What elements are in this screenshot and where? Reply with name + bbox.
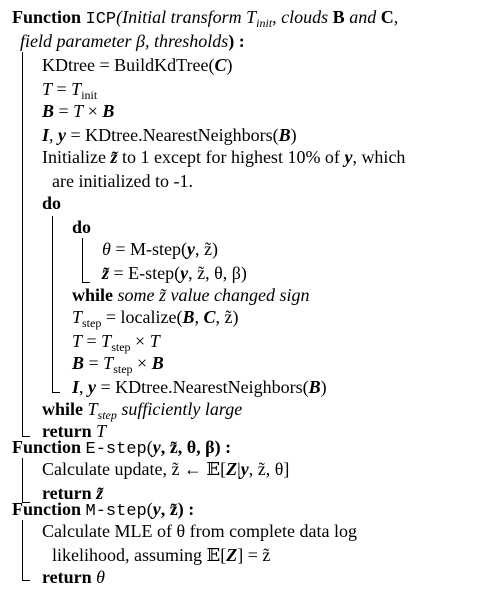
function-keyword: Function — [12, 7, 82, 27]
outer-do-keyword: do — [42, 193, 62, 213]
line-b-update: $B = T_{step} \times B$ — [72, 353, 164, 376]
inner-do-end — [82, 282, 90, 283]
estep-calc: Calculate update, z̃ ← 𝔼[Z|y, z̃, θ] — [42, 459, 290, 479]
line-initialize-cont: are initialized to -1. — [52, 171, 193, 191]
line-localize: $T_{step}$ = localize(B, C, z̃) — [72, 307, 239, 330]
estep-block-bar — [22, 458, 23, 502]
line-nearest-neighbors-2: I, y = KDtree.NearestNeighbors(B) — [72, 377, 327, 397]
icp-header-cont: field parameter β, thresholds) : — [20, 31, 245, 51]
line-theta-mstep: θ = M-step(y, z̃) — [102, 239, 218, 259]
mstep-block-bar — [22, 520, 23, 580]
line-kdtree: KDtree = BuildKdTree(C) — [42, 55, 233, 75]
line-b-transform: B = T × B — [42, 101, 115, 121]
outer-do-end — [52, 392, 60, 393]
mstep-block-end — [22, 580, 30, 581]
line-inner-while: while some z̃ value changed sign — [72, 285, 310, 305]
line-initialize: Initialize z̃ to 1 except for highest 10% of y, which — [42, 147, 406, 167]
estep-header: Function E-step(y, z̃, θ, β) : — [12, 437, 232, 459]
line-icp-return: return T — [42, 421, 107, 441]
inner-do-bar — [82, 238, 83, 282]
mstep-name: M-step — [85, 502, 147, 521]
param-field-thresholds: field parameter β, thresholds — [20, 31, 229, 51]
param-initial-transform: Initial transform — [122, 7, 242, 27]
mstep-header: Function M-step(y, z̃) : — [12, 499, 195, 521]
icp-block-bar — [22, 52, 23, 436]
estep-name: E-step — [85, 440, 147, 459]
line-t-update: $T = T_{step} \times T$ — [72, 331, 160, 354]
outer-do-bar — [52, 216, 53, 392]
mstep-calc-cont: likelihood, assuming 𝔼[Z] = z̃ — [52, 545, 271, 565]
icp-header: Function ICP(Initial transform $T_{init}$, clouds B and C, — [12, 7, 399, 30]
estep-return: return z̃ — [42, 483, 104, 503]
line-t-init: $T = T_{init}$ — [42, 79, 98, 102]
line-z-estep: z̃ = E-step(y, z̃, θ, β) — [102, 263, 247, 283]
mstep-return: return θ — [42, 567, 106, 587]
line-nearest-neighbors: I, y = KDtree.NearestNeighbors(B) — [42, 125, 297, 145]
mstep-calc: Calculate MLE of θ from complete data log — [42, 521, 358, 541]
function-name: ICP — [85, 10, 117, 29]
inner-do-keyword: do — [72, 217, 92, 237]
line-outer-while: while $T_{step}$ sufficiently large — [42, 399, 243, 422]
